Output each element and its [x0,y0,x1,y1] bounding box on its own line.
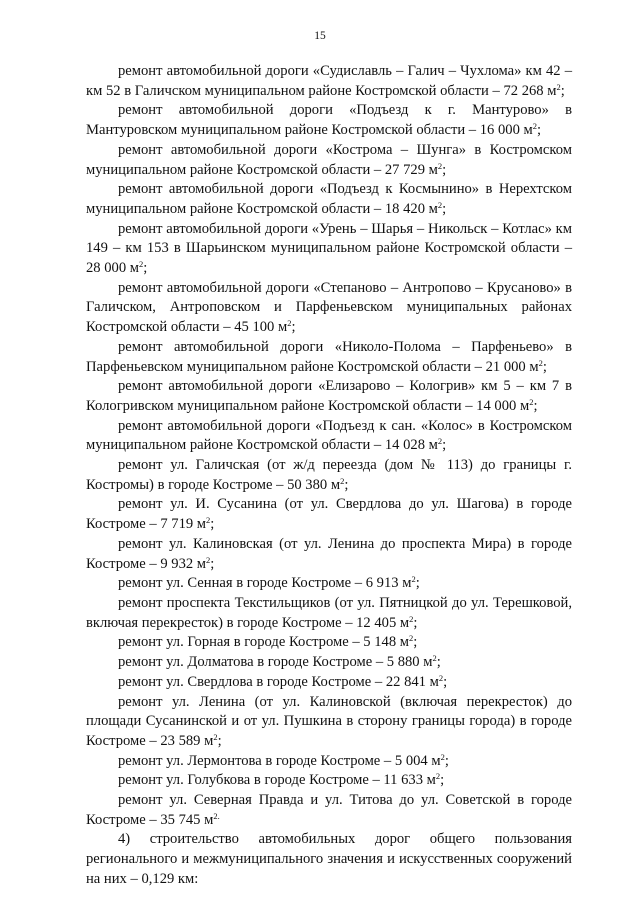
item-text: ремонт ул. Сенная в городе Костроме – 6 913 м [118,575,412,592]
item-text: ремонт ул. Галичская (от ж/д переезда (дом № 113) до границы г. Костромы) в городе Костроме – 50 380 м [86,457,572,493]
unit-superscript: 2 [340,475,345,486]
unit-superscript: 2 [139,259,144,270]
list-item [86,338,572,377]
item-terminator: ; [291,319,296,336]
item-text: ремонт ул. Ленина (от ул. Калиновской (включая перекресток) до площади Сусанинской и от ул. Пушкина в сторону границы города) в городе Костроме – 23 589 м [86,693,572,749]
item-terminator: ; [210,555,215,572]
item-text: ремонт проспекта Текстильщиков (от ул. Пятницкой до ул. Терешковой, включая перекресток) в городе Костроме – 12 405 м [86,594,572,631]
item-terminator: ; [210,516,215,533]
unit-superscript: 2 [538,357,543,368]
unit-superscript: 2 [206,515,211,526]
list-item [86,574,572,594]
item-text: ремонт ул. Северная Правда и ул. Титова до ул. Советской в городе Костроме – 35 745 м [86,792,572,828]
unit-superscript: 2 [437,160,443,171]
unit-superscript: 2 [287,318,292,329]
item-terminator: ; [415,575,420,592]
document-body [86,62,572,890]
item-terminator: ; [143,260,148,277]
list-item [86,633,572,653]
unit-superscript: 2 [440,751,445,762]
list-item [86,141,572,180]
unit-superscript: 2 [437,199,443,210]
list-item [86,830,572,889]
unit-superscript: 2 [409,613,414,624]
list-item [86,653,572,673]
unit-superscript: 2. [213,810,220,821]
item-terminator: ; [443,673,448,690]
item-terminator: ; [344,476,349,493]
item-text: ремонт автомобильной дороги «Судиславль – Галич – Чухлома» км 42 – км 52 в Галичском муниципальном районе Костромской области – 72 268 м [86,63,572,99]
item-text: ремонт автомобильной дороги «Елизарово – Кологрив» км 5 – км 7 в Кологривском муниципальном районе Костромской области – 14 000 м [86,378,572,414]
list-item [86,456,572,495]
item-terminator: ; [533,397,538,414]
item-text: ремонт ул. Горная в городе Костроме – 5 148 м [118,634,409,651]
item-text: ремонт ул. Голубкова в городе Костроме – 11 633 м [118,772,436,789]
unit-superscript: 2 [529,396,534,407]
item-terminator: ; [537,122,542,139]
item-terminator: ; [542,358,547,375]
unit-superscript: 2 [206,554,211,565]
unit-superscript: 2 [409,633,414,644]
item-terminator: ; [413,614,418,631]
list-item [86,220,572,279]
item-terminator: ; [444,752,449,769]
item-terminator: ; [442,200,447,217]
unit-superscript: 2 [556,81,561,92]
unit-superscript: 2 [435,771,441,782]
list-item [86,180,572,219]
item-terminator: ; [440,772,445,789]
item-terminator: ; [413,634,418,651]
list-item [86,791,572,830]
item-text: ремонт автомобильной дороги «Кострома – Шунга» в Костромском муниципальном районе Костромской области – 27 729 м [86,141,572,178]
item-text: ремонт ул. Долматова в городе Костроме – 5 880 м [118,654,433,671]
unit-superscript: 2 [438,672,444,683]
list-item [86,279,572,338]
item-terminator: ; [442,161,447,178]
list-item [86,495,572,534]
item-terminator: ; [436,654,441,671]
list-item [86,693,572,752]
list-item [86,62,572,101]
list-item [86,771,572,791]
list-item [86,101,572,140]
item-text: ремонт автомобильной дороги «Подъезд к Космынино» в Нерехтском муниципальном районе Костромской области – 18 420 м [86,181,572,217]
page-number: 15 [314,30,326,42]
item-text: ремонт автомобильной дороги «Степаново – Антропово – Крусаново» в Галичском, Антроповском и Парфеньевском муниципальных районах Костромской области – 45 100 м [86,279,572,336]
item-terminator: ; [217,732,222,749]
item-terminator: ; [560,82,565,99]
item-text: ремонт автомобильной дороги «Подъезд к сан. «Колос» в Костромском муниципальном районе Костромской области – 14 028 м [86,417,572,454]
list-item [86,752,572,772]
unit-superscript: 2 [532,121,538,132]
item-text: ремонт ул. И. Сусанина (от ул. Свердлова до ул. Шагова) в городе Костроме – 7 719 м [86,496,572,533]
list-item [86,417,572,456]
list-item [86,535,572,574]
unit-superscript: 2 [213,731,218,742]
item-text: ремонт ул. Лермонтова в городе Костроме – 5 004 м [118,752,441,769]
unit-superscript: 2 [411,574,416,585]
list-item [86,377,572,416]
list-item [86,673,572,693]
unit-superscript: 2 [432,653,437,664]
item-text: ремонт ул. Свердлова в городе Костроме – 22 841 м [118,673,439,690]
item-terminator: ; [442,437,447,454]
item-text: 4) строительство автомобильных дорог общего пользования регионального и межмуниципального значения и искусственных сооружений на них – 0,129 км: [86,831,572,887]
unit-superscript: 2 [437,436,443,447]
item-text: ремонт автомобильной дороги «Урень – Шарья – Никольск – Котлас» км 149 – км 153 в Шарьинском муниципальном районе Костромской области – 28 000 м [86,220,572,277]
item-text: ремонт автомобильной дороги «Николо-Полома – Парфеньево» в Парфеньевском муниципальном районе Костромской области – 21 000 м [86,338,572,375]
item-text: ремонт ул. Калиновская (от ул. Ленина до проспекта Мира) в городе Костроме – 9 932 м [86,535,572,572]
item-text: ремонт автомобильной дороги «Подъезд к г. Мантурово» в Мантуровском муниципальном районе Костромской области – 16 000 м [86,102,572,139]
list-item [86,594,572,633]
